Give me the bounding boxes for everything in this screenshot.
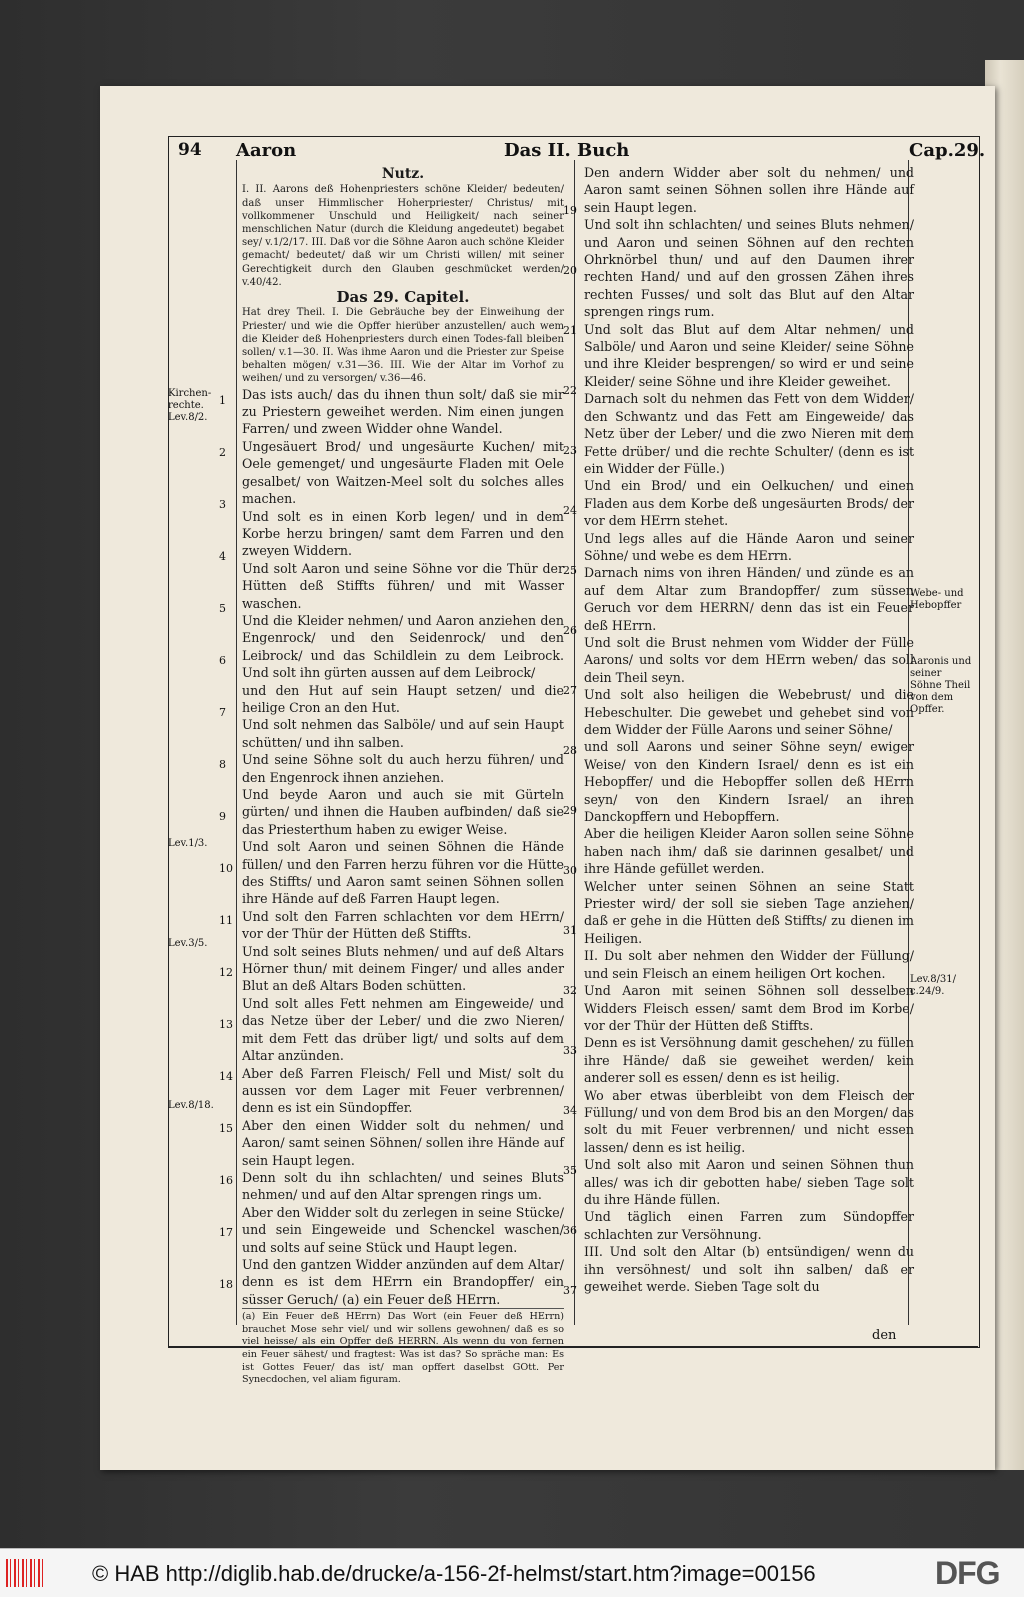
dfg-logo: DFG bbox=[935, 1555, 1000, 1591]
verse-number: 10 bbox=[219, 862, 233, 875]
verse-number: 32 bbox=[563, 984, 577, 997]
verse-number: 16 bbox=[219, 1174, 233, 1187]
verse-text: III. Und solt den Altar (b) entsündigen/ wenn du ihn versöhnest/ und solt ihn salben/ daß er geweihet werde. Sieben Tage solt du bbox=[584, 1244, 914, 1294]
verse-text: Darnach nims von ihren Händen/ und zünde es an auf dem Altar zum Brandopffer/ zum süssen Geruch vor dem HERRN/ denn das ist ein Feuer deß HErrn. bbox=[584, 565, 914, 633]
verse-text: Welcher unter seinen Söhnen an seine Statt Priester wird/ der soll sie sieben Tage anziehen/ daß er gehe in die Hütten deß Stiffts/ zu dienen im Heiligen. bbox=[584, 878, 914, 946]
verse-text: Denn es ist Versöhnung damit geschehen/ zu füllen ihre Hände/ daß sie geweihet werden/ kein anderer soll es essen/ denn es ist heilig. bbox=[584, 1035, 914, 1086]
running-title: Aaron bbox=[236, 140, 297, 161]
verse-text: Und solt also mit Aaron und seinen Söhnen thun alles/ was ich dir gebotten habe/ sieben Tage solt du ihre Hände füllen. bbox=[584, 1157, 914, 1207]
left-verse-list bbox=[242, 386, 564, 1309]
verse-text: Aber die heiligen Kleider Aaron sollen seine Söhne haben nach ihm/ daß sie darinnen gesalbet/ und ihre Hände gefüllet werden. bbox=[584, 826, 914, 877]
verse-text: II. Du solt aber nehmen den Widder der Füllung/ und sein Fleisch an einem heiligen Ort kochen. bbox=[584, 948, 914, 981]
verse-number: 17 bbox=[219, 1226, 233, 1239]
verse-number: 28 bbox=[563, 744, 577, 757]
verse-text: Und ein Brod/ und ein Oelkuchen/ und einen Fladen aus dem Korbe deß ungesäurten Brods/ der vor dem HErrn stehet. bbox=[584, 478, 914, 529]
verse-number: 5 bbox=[219, 602, 226, 615]
verse-text: Und täglich einen Farren zum Sündopffer schlachten zur Versöhnung. bbox=[584, 1209, 914, 1242]
verse-number: 35 bbox=[563, 1164, 577, 1177]
verse-number: 22 bbox=[563, 384, 577, 397]
verse-number: 7 bbox=[219, 706, 226, 719]
verse-number: 18 bbox=[219, 1278, 233, 1291]
margin-note: Lev.3/5. bbox=[168, 938, 208, 949]
footer-credit[interactable]: © HAB http://diglib.hab.de/drucke/a-156-2f-helmst/start.htm?image=00156 bbox=[92, 1561, 816, 1586]
verse-number: 11 bbox=[219, 914, 233, 927]
verse-text: Und Aaron mit seinen Söhnen soll desselben Widders Fleisch essen/ samt dem Brod im Korbe/ vor der Thür der Hütten deß Stiffts. bbox=[584, 983, 914, 1033]
verse-text: Wo aber etwas überbleibt von dem Fleisch der Füllung/ und von dem Brod bis an den Morgen/ das solt du mit Feuer verbrennen/ und nicht essen lassen/ denn es ist heilig. bbox=[584, 1087, 914, 1155]
verse-number: 1 bbox=[219, 394, 226, 407]
chapter-summary: Hat drey Theil. I. Die Gebräuche bey der Einweihung der Priester/ und wie die Opffer hierüber anzustellen/ auch wem die Kleider deß Hohenpriesters durch einen Todes-fall bleiben sollen/ v.1—30. II. Was ihme Aaron und die Priester zur Speise behalten mögen/ v.31—36. III. Wie der Altar im Vorhof zu weihen/ und zu versorgen/ v.36—46. bbox=[242, 307, 564, 385]
verse-number: 3 bbox=[219, 498, 226, 511]
verse-number: 12 bbox=[219, 966, 233, 979]
verse-text: Denn solt du ihn schlachten/ und seines Bluts nehmen/ und auf den Altar sprengen rings um. bbox=[242, 1169, 564, 1203]
verse-text: Ungesäuert Brod/ und ungesäurte Kuchen/ mit Oele gemenget/ und ungesäurte Fladen mit Oele gesalbet/ von Waitzen-Meel solt du solches alles machen. bbox=[242, 438, 564, 507]
margin-note: Webe- und Hebopffer bbox=[910, 588, 964, 611]
page-number: 94 bbox=[178, 140, 202, 160]
verse-number: 23 bbox=[563, 444, 577, 457]
verse-number: 29 bbox=[563, 804, 577, 817]
verse-text: Und solt den Farren schlachten vor dem HErrn/ vor der Thür der Hütten deß Stiffts. bbox=[242, 908, 564, 942]
book-page bbox=[100, 86, 995, 1470]
verse-text: Und solt es in einen Korb legen/ und in dem Korbe herzu bringen/ samt dem Farren und den zweyen Widdern. bbox=[242, 508, 564, 559]
verse-number: 20 bbox=[563, 264, 577, 277]
verse-number: 27 bbox=[563, 684, 577, 697]
verse-text: Aber deß Farren Fleisch/ Fell und Mist/ solt du aussen vor dem Lager mit Feuer verbrennen/ denn es ist ein Sündopffer. bbox=[242, 1065, 564, 1116]
verse-text: und den Hut auf sein Haupt setzen/ und die heilige Cron an den Hut. bbox=[242, 682, 564, 715]
verse-number: 25 bbox=[563, 564, 577, 577]
running-header bbox=[174, 140, 986, 162]
verse-text: Und solt Aaron und seine Söhne vor die Thür der Hütten deß Stiffts führen/ und mit Wasser waschen. bbox=[242, 560, 564, 611]
verse-text: Das ists auch/ das du ihnen thun solt/ daß sie mir zu Priestern geweihet werden. Nim einen jungen Farren/ und zween Widder ohne Wandel. bbox=[242, 386, 564, 437]
verse-number: 37 bbox=[563, 1284, 577, 1297]
verse-number: 2 bbox=[219, 446, 226, 459]
verse-text: Und den gantzen Widder anzünden auf dem Altar/ denn es ist dem HErrn ein Brandopffer/ ein süsser Geruch/ (a) ein Feuer deß HErrn. bbox=[242, 1256, 564, 1307]
verse-text: Aber den Widder solt du zerlegen in seine Stücke/ und sein Eingeweide und Schenckel waschen/ und solts auf seine Stück und Haupt legen. bbox=[242, 1204, 564, 1255]
footer-bar bbox=[0, 1548, 1024, 1597]
verse-number: 26 bbox=[563, 624, 577, 637]
nutz-text: I. II. Aarons deß Hohenpriesters schöne Kleider/ bedeuten/ daß unser Himmlischer Hoherpriester/ Christus/ mit vollkommener Unschuld und Heiligkeit/ nach seiner menschlichen Natur (durch die Kleidung angedeutet) begabet sey/ v.1/2/17. III. Daß vor die Söhne Aaron auch schöne Kleider gemacht/ bedeutet/ daß wir um Christi willen/ mit seiner Gerechtigkeit durch den Glauben geschmücket werden/ v.40/42. bbox=[242, 184, 564, 288]
verse-text: Und solt also heiligen die Webebrust/ und die Hebeschulter. Die gewebet und gehebet sind von dem Widder der Fülle Aarons und seiner Söhne/ bbox=[584, 687, 914, 737]
margin-note: Aaronis und seiner Söhne Theil von dem Opffer. bbox=[910, 656, 972, 715]
right-verse-list bbox=[584, 164, 914, 1295]
verse-number: 4 bbox=[219, 550, 226, 563]
verse-number: 13 bbox=[219, 1018, 233, 1031]
verse-text: Und solt alles Fett nehmen am Eingeweide/ und das Netze über der Leber/ und die zwo Nieren/ mit dem Fett das drüber ligt/ und solts auf dem Altar anzünden. bbox=[242, 995, 564, 1064]
verse-text: Aber den einen Widder solt du nehmen/ und Aaron/ samt seinen Söhnen/ sollen ihre Hände auf sein Haupt legen. bbox=[242, 1117, 564, 1168]
verse-text: Und solt Aaron und seinen Söhnen die Hände füllen/ und den Farren herzu führen vor die Hütte des Stiffts/ und Aaron samt seinen Söhnen sollen ihre Hände auf deß Farren Haupt legen. bbox=[242, 839, 564, 907]
verse-text: Und solt die Brust nehmen vom Widder der Fülle Aarons/ und solts vor dem HErrn weben/ das soll dein Theil seyn. bbox=[584, 634, 914, 685]
verse-number: 34 bbox=[563, 1104, 577, 1117]
chapter-label: Cap.29. bbox=[909, 140, 986, 161]
verse-number: 15 bbox=[219, 1122, 233, 1135]
verse-number: 9 bbox=[219, 810, 226, 823]
verse-text: Und solt ihn schlachten/ und seines Bluts nehmen/ und Aaron und seinen Söhnen auf den rechten Ohrknörbel thun/ und auf den Daumen ihrer rechten Hand/ und auf den grossen Zähen ihres rechten Fusses/ und solt das Blut auf den Altar sprengen rings rum. bbox=[584, 217, 914, 320]
verse-text: Und beyde Aaron und auch sie mit Gürteln gürten/ und ihnen die Hauben aufbinden/ daß sie das Priesterthum haben zu ewiger Weise. bbox=[242, 787, 564, 837]
footnote: (a) Ein Feuer deß HErrn) Das Wort (ein Feuer deß HErrn) brauchet Mose sehr viel/ und wir sollens gewohnen/ daß es so viel heisse/ als ein Opffer deß HERRN. Als wenn du von fernen ein Feuer sähest/ und fragtest: Was ist das? So spräche man: Es ist Gottes Feuer/ das ist/ man opffert daselbst GOtt. Per Synecdochen, vel aliam figuram. bbox=[242, 1308, 564, 1387]
hab-barcode-icon bbox=[6, 1559, 46, 1587]
margin-note: Kirchen-rechte. Lev.8/2. bbox=[168, 388, 212, 423]
verse-number: 6 bbox=[219, 654, 226, 667]
verse-number: 14 bbox=[219, 1070, 233, 1083]
verse-number: 8 bbox=[219, 758, 226, 771]
verse-number: 31 bbox=[563, 924, 577, 937]
verse-text: Und legs alles auf die Hände Aaron und seiner Söhne/ und webe es dem HErrn. bbox=[584, 530, 914, 563]
verse-text: Und die Kleider nehmen/ und Aaron anziehen den Engenrock/ und den Seidenrock/ und den Leibrock/ und das Schildlein zu dem Leibrock. Und solt ihn gürten aussen auf dem Leibrock/ bbox=[242, 612, 564, 681]
book-title: Das II. Buch bbox=[504, 140, 630, 161]
left-column bbox=[242, 166, 564, 1387]
right-column bbox=[584, 164, 914, 1295]
left-margin-rule bbox=[236, 160, 237, 1325]
verse-number: 36 bbox=[563, 1224, 577, 1237]
bottom-rule bbox=[168, 1346, 978, 1347]
verse-text: Den andern Widder aber solt du nehmen/ und Aaron samt seinen Söhnen sollen ihre Hände auf sein Haupt legen. bbox=[584, 165, 914, 215]
chapter-heading: Das 29. Capitel. bbox=[336, 288, 470, 307]
verse-number: 24 bbox=[563, 504, 577, 517]
catchword: den bbox=[872, 1328, 897, 1343]
verse-number: 33 bbox=[563, 1044, 577, 1057]
verse-number: 30 bbox=[563, 864, 577, 877]
verse-text: Und solt seines Bluts nehmen/ und auf deß Altars Hörner thun/ mit deinem Finger/ und alles ander Blut an deß Altars Boden schütten. bbox=[242, 943, 564, 994]
verse-text: Und solt nehmen das Salböle/ und auf sein Haupt schütten/ und ihn salben. bbox=[242, 717, 564, 750]
verse-text: Darnach solt du nehmen das Fett von dem Widder/ den Schwantz und das Fett am Eingeweide/ das Netz über der Leber/ und die zwo Nieren mit dem Fette drüber/ und die rechte Schulter/ (denn es ist ein Widder der Fülle.) bbox=[584, 391, 914, 476]
verse-number: 19 bbox=[563, 204, 577, 217]
nutz-heading: Nutz. bbox=[381, 166, 425, 182]
margin-note: Lev.8/18. bbox=[168, 1100, 214, 1111]
verse-text: Und solt das Blut auf dem Altar nehmen/ und Salböle/ und Aaron und seine Kleider/ seine Söhne und ihre Kleider besprengen/ so wird er und seine Kleider/ seine Söhne und ihre Kleider geweihet. bbox=[584, 321, 914, 389]
verse-number: 21 bbox=[563, 324, 577, 337]
verse-text: und soll Aarons und seiner Söhne seyn/ ewiger Weise/ von den Kindern Israel/ denn es ist ein Hebopffer/ und die Hebopffer sollen deß HErrn seyn/ von den Kindern Israel/ an ihren Danckopffern und Hebopffern. bbox=[584, 739, 914, 825]
margin-note: Lev.8/31/ c.24/9. bbox=[910, 974, 957, 997]
verse-text: Und seine Söhne solt du auch herzu führen/ und den Engenrock ihnen anziehen. bbox=[242, 752, 564, 785]
margin-note: Lev.1/3. bbox=[168, 838, 208, 849]
